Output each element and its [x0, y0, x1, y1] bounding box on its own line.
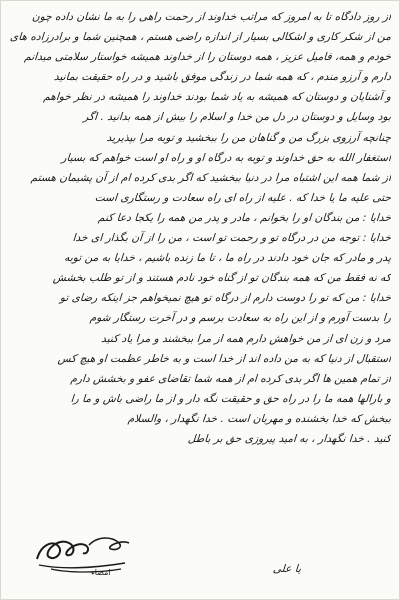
letter-line: استقبال از دنیا که به من داده اند از خدا است و به خاطر عظمت او هیچ کس [57, 352, 391, 365]
letter-line: خدایا : من بندگان او را بخوانم ، مادر و پدر من همه را یکجا دعا کنم [97, 211, 391, 224]
letter-line: از تمام همین ها اگر بدی کرده ام از همه شما تقاضای عفو و بخشش دارم [69, 372, 391, 385]
letter-line: از شما همه این اشتباه مرا در دنیا ببخشید که اگر بدی کرده ام از آن پشیمان هستم [30, 171, 391, 184]
letter-line: و آشنایان و دوستان که همیشه به یاد شما بودند خداوند را همیشه در نظر خواهم [42, 91, 391, 104]
letter-line: خدایا : توجه من در درگاه تو و رحمت تو است ، من را از آن بگذار ای خدا [72, 232, 391, 245]
letter-line: خدایا : من که تو را دوست دارم از درگاه تو هیچ نمیخواهم جز اینکه رضای تو [59, 292, 391, 305]
letter-line: استغفار الله به حق خداوند و توبه به درگاه او و راه او است خواهم که بسیار [61, 151, 391, 164]
signature [29, 525, 139, 577]
handwritten-letter-body [9, 7, 391, 527]
letter-line: پدر و مادر که جان خود دادند در راه ما ، تا ما زنده باشیم ، خدایا به من توبه [63, 252, 391, 265]
letter-line: خودم و همه، فامیل عزیز ، همه دوستان را از خداوند همیشه خواستار سلامتی میدانم [23, 51, 391, 64]
letter-line: از روز دادگاه تا به امروز که مراتب خداوند از رحمت راهی را به ما نشان داده چون [31, 11, 391, 23]
letter-line: ببخش که خدا بخشنده و مهربان است . خدا نگهدار ، والسلام [127, 412, 391, 425]
signature-label: امضاء [91, 568, 111, 577]
letter-line: بود وسایل و دوستان در دل من خدا و اسلام را بیش از همه بدانید . اگر [82, 111, 391, 124]
letter-line: حتی علیه ما یا خدا که . علیه از راه ای راه سعادت و رستگاری است [94, 191, 391, 204]
letter-line: دارم و آرزو مندم ، که همه شما در زندگی موفق باشید و در راه حقیقت بمانید [53, 71, 391, 84]
letter-line: کنید . خدا نگهدار ، به امید پیروزی حق بر باطل [187, 432, 391, 445]
letter-line: مرد و زن ای از من خواهش دارم همه از مرا ببخشند و مرا یاد کنید [100, 332, 391, 345]
letter-line: چنانچه آرزوی بزرگ من و گناهان من را ببخشید و توبه مرا بپذیرید [106, 131, 391, 144]
letter-line: را بدست آورم و از این راه به سعادت برسم و در آخرت رستگار شوم [89, 312, 391, 325]
letter-line: و بارالها همه ما را در راه حق و حقیقت نگه دار و از ما راضی باش و ما را [70, 392, 391, 405]
letter-line: که نه فقط من که همه بندگان تو از گناه خود نادم هستند و از تو طلب بخشش [52, 272, 391, 285]
closing-line: یا علی [272, 563, 302, 575]
letter-line: من از شکر کاری و اشکالی بسیار از اندازه راضی هستم ، همچنین شما و برادرزاده های [9, 31, 391, 44]
signature-drawing [29, 525, 139, 577]
